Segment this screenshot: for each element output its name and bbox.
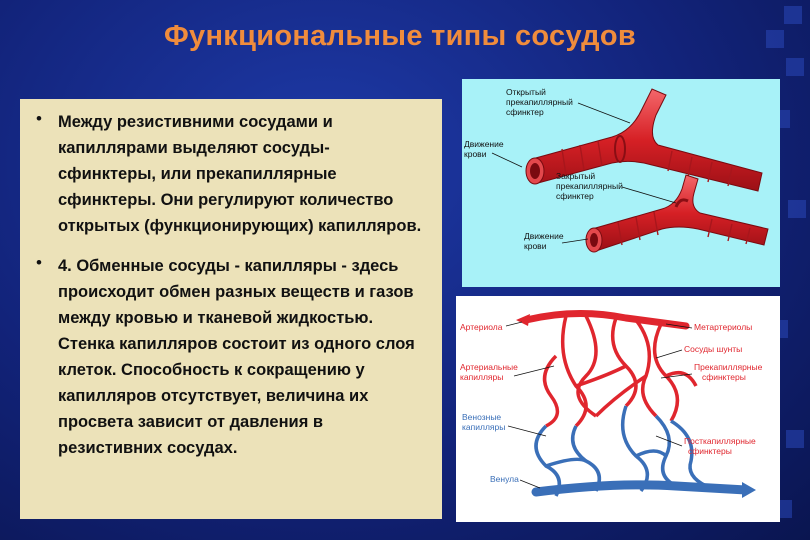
label-venous-capillaries: капилляры	[462, 422, 506, 432]
label-closed-sphincter: прекапиллярный	[556, 181, 623, 191]
arrow-icon	[742, 482, 756, 498]
label-shunt-vessels: Сосуды шунты	[684, 344, 743, 354]
capillary-network-illustration	[456, 296, 780, 522]
label-closed-sphincter: сфинктер	[556, 191, 594, 201]
label-arterial-capillaries: капилляры	[460, 372, 504, 382]
sphincter-diagram	[462, 79, 780, 287]
sphincter-illustration	[462, 79, 780, 287]
label-blood-flow: Движение	[464, 139, 504, 149]
label-venous-capillaries: Венозные	[462, 412, 502, 422]
label-blood-flow: крови	[524, 241, 547, 251]
arrow-icon	[516, 314, 530, 326]
label-postcapillary-sphincters: сфинктеры	[688, 446, 732, 456]
arteriole-vessel	[526, 313, 686, 326]
paragraph-exchange-vessels	[36, 253, 424, 461]
label-closed-sphincter: Закрытый	[556, 171, 596, 181]
label-precapillary-sphincters: Прекапиллярные	[694, 362, 763, 372]
label-blood-flow: Движение	[524, 231, 564, 241]
bullet-icon: •	[36, 109, 42, 128]
label-arterial-capillaries: Артериальные	[460, 362, 518, 372]
text-panel	[20, 99, 442, 519]
label-open-sphincter: Открытый	[506, 87, 546, 97]
label-postcapillary-sphincters: Посткапиллярные	[684, 436, 756, 446]
label-open-sphincter: сфинктер	[506, 107, 544, 117]
label-arteriole: Артериола	[460, 322, 503, 332]
label-venule: Венула	[490, 474, 519, 484]
slide-title: Функциональные типы сосудов	[163, 20, 637, 52]
arterial-capillaries	[545, 316, 696, 426]
label-blood-flow: крови	[464, 149, 487, 159]
capillary-diagram	[456, 296, 780, 522]
paragraph-text: Между резистивними сосудами и капиллярами выделяют сосуды-сфинктеры, или прекапиллярные сфинктеры. Они регулируют количество открытых (функционирующих) капилляров.	[58, 113, 422, 235]
paragraph-sphincters	[36, 109, 424, 239]
paragraph-text: 4. Обменные сосуды - капилляры - здесь происходит обмен разных веществ и газов между кровью и тканевой жидкостью. Стенка капилляров состоит из одного слоя клеток. Способность к сокращению у капилляров отсутствует, величина их просвета зависит от давления в резистивних сосудах.	[58, 257, 415, 457]
label-precapillary-sphincters: сфинктеры	[702, 372, 746, 382]
label-metarterioles: Метартериолы	[694, 322, 753, 332]
label-open-sphincter: прекапиллярный	[506, 97, 573, 107]
bullet-icon: •	[36, 253, 42, 272]
